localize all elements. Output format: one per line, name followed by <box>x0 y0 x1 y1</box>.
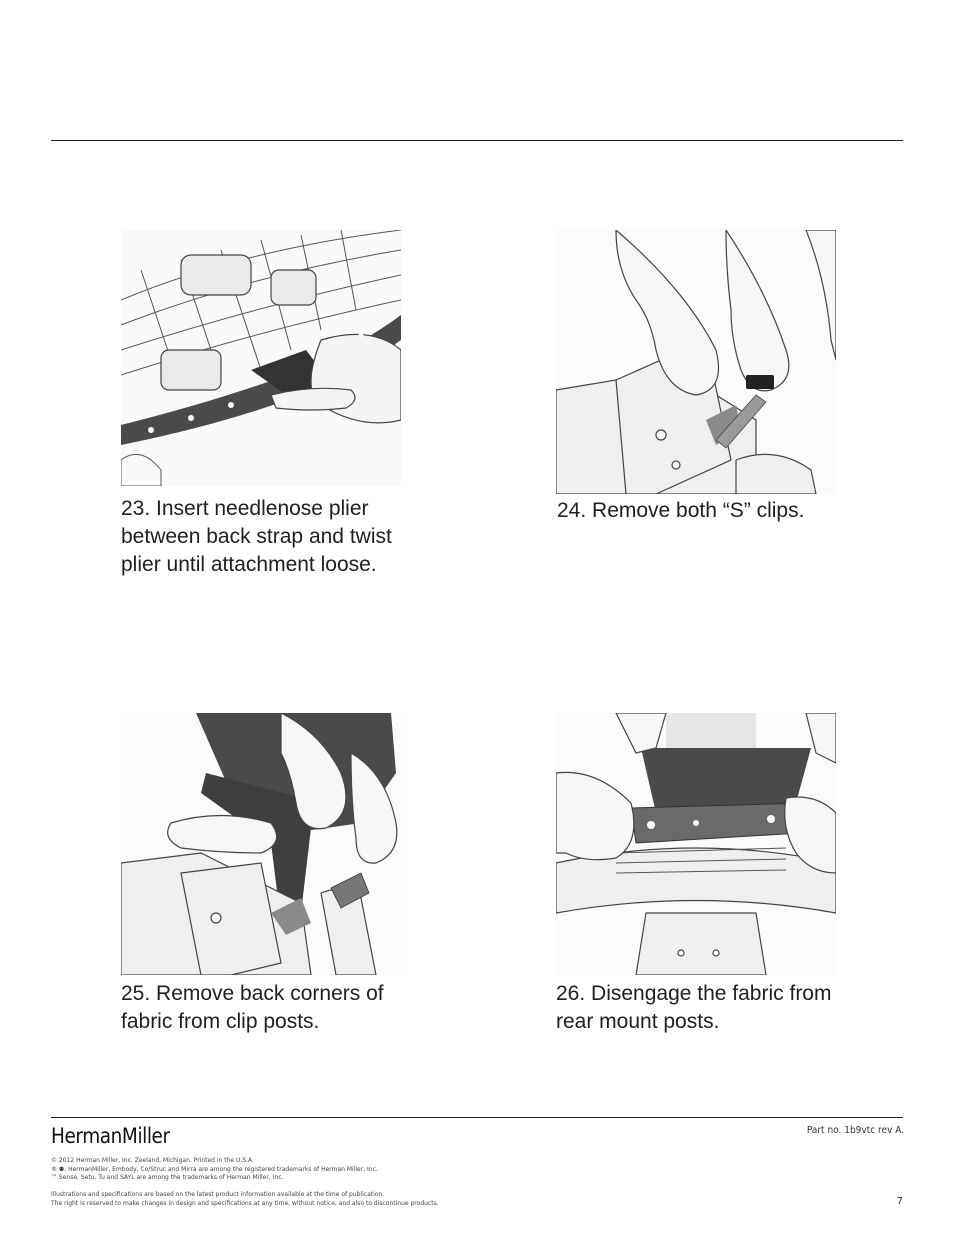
step-26-caption-text: 26. Disengage the fabric from rear mount posts. <box>556 982 832 1033</box>
legal-rights: The right is reserved to make changes in design and specifications at any time, without notice, and also to discontinue products. <box>51 1199 439 1207</box>
brand-logo: HermanMiller <box>51 1124 170 1148</box>
step-24-caption <box>557 497 897 525</box>
step-23-caption-text: 23. Insert needlenose plier between back strap and twist plier until attachment loose. <box>121 497 392 576</box>
step-26-caption <box>556 980 856 1036</box>
step-23-caption <box>121 495 421 579</box>
legal-copyright: © 2012 Herman Miller, Inc. Zeeland, Michigan. Printed in the U.S.A. <box>51 1157 254 1164</box>
legal-trademarks: ™ Sense, Setu, Tu and SAYL are among the trademarks of Herman Miller, Inc. <box>51 1174 284 1181</box>
step-25-illustration <box>121 713 401 975</box>
step-24-caption-text: 24. Remove both “S” clips. <box>557 499 805 522</box>
header-rule <box>51 140 903 141</box>
step-26-illustration <box>556 713 836 975</box>
legal-specs: Illustrations and specifications are based on the latest product information available at the time of publication. <box>51 1191 385 1198</box>
legal-registered: ® ⚉, HermanMiller, Embody, Co/Struc and Mirra are among the registered trademarks of Herman Miller, Inc. <box>51 1165 378 1173</box>
step-23-illustration <box>121 230 401 486</box>
part-number: Part no. 1b9vtc rev A. <box>806 1125 904 1136</box>
legal-notice-specs <box>51 1191 571 1208</box>
legal-notice-trademarks <box>51 1157 571 1183</box>
step-25-caption <box>121 980 431 1036</box>
footer-rule <box>51 1117 903 1118</box>
page-number: 7 <box>896 1196 903 1207</box>
step-24-illustration <box>556 230 836 494</box>
step-25-caption-text: 25. Remove back corners of fabric from clip posts. <box>121 982 384 1033</box>
